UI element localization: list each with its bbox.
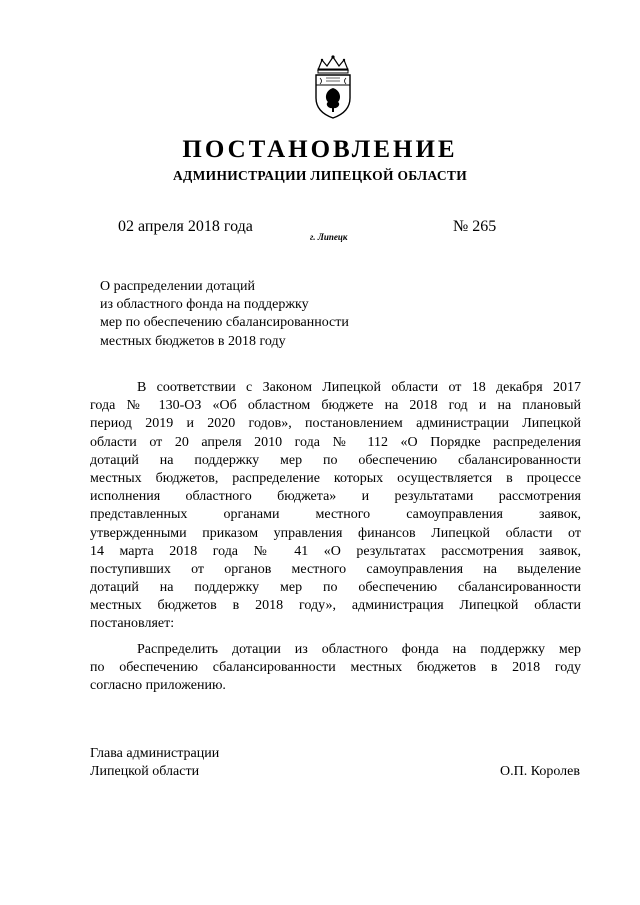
paragraph-line: года № 130-ОЗ «Об областном бюджете на 2018 год и на плановый bbox=[90, 398, 581, 414]
paragraph-line: период 2019 и 2020 годов», постановлением администрации Липецкой bbox=[90, 416, 581, 432]
paragraph-line: Распределить дотации из областного фонда на поддержку мер bbox=[137, 642, 581, 657]
document-date: 02 апреля 2018 года bbox=[118, 218, 253, 235]
paragraph-line: дотаций на поддержку мер по обеспечению сбалансированности bbox=[90, 580, 581, 596]
paragraph-line: постановляет: bbox=[90, 616, 175, 632]
signatory-position bbox=[90, 745, 219, 781]
paragraph-line: 14 марта 2018 года № 41 «О результатах рассмотрения заявок, bbox=[90, 543, 581, 559]
paragraph-line: дотаций на поддержку мер по обеспечению сбалансированности bbox=[90, 452, 581, 468]
paragraph-line: поступивших от органов местного самоуправления на выделение bbox=[90, 561, 581, 577]
subject-line: мер по обеспечению сбалансированности bbox=[100, 315, 349, 331]
document-title: ПОСТАНОВЛЕНИЕ bbox=[182, 136, 458, 163]
paragraph-line: согласно приложению. bbox=[90, 678, 226, 694]
subject-line: местных бюджетов в 2018 году bbox=[100, 333, 286, 349]
paragraph-line: В соответствии с Законом Липецкой области от 18 декабря 2017 bbox=[137, 380, 581, 395]
paragraph-line: местных бюджетов, распределение которых осуществляется в процессе bbox=[90, 470, 581, 486]
subject-line: О распределении дотаций bbox=[100, 279, 255, 294]
paragraph-line: представленных органами местного самоуправления заявок, bbox=[90, 507, 581, 523]
paragraph-line: исполнения областного бюджета» и результатами рассмотрения bbox=[90, 489, 581, 505]
position-line: Липецкой области bbox=[90, 764, 200, 780]
paragraph-line: области от 20 апреля 2010 года № 112 «О Порядке распределения bbox=[90, 434, 581, 450]
document-number: № 265 bbox=[453, 218, 497, 235]
document-city: г. Липецк bbox=[310, 232, 348, 242]
subject-line: из областного фонда на поддержку bbox=[100, 297, 309, 313]
paragraph-basis bbox=[90, 379, 581, 634]
document-subject bbox=[100, 278, 400, 351]
document-subtitle: АДМИНИСТРАЦИИ ЛИПЕЦКОЙ ОБЛАСТИ bbox=[172, 168, 468, 183]
paragraph-line: местных бюджетов в 2018 году», администрация Липецкой области bbox=[90, 598, 581, 614]
position-line: Глава администрации bbox=[90, 746, 220, 761]
signatory-name: О.П. Королев bbox=[500, 764, 580, 779]
paragraph-line: по обеспечению сбалансированности местных бюджетов в 2018 году bbox=[90, 660, 581, 676]
coat-of-arms-icon bbox=[310, 54, 356, 120]
paragraph-decision bbox=[90, 641, 581, 696]
paragraph-line: утвержденными приказом управления финансов Липецкой области от bbox=[90, 525, 581, 541]
